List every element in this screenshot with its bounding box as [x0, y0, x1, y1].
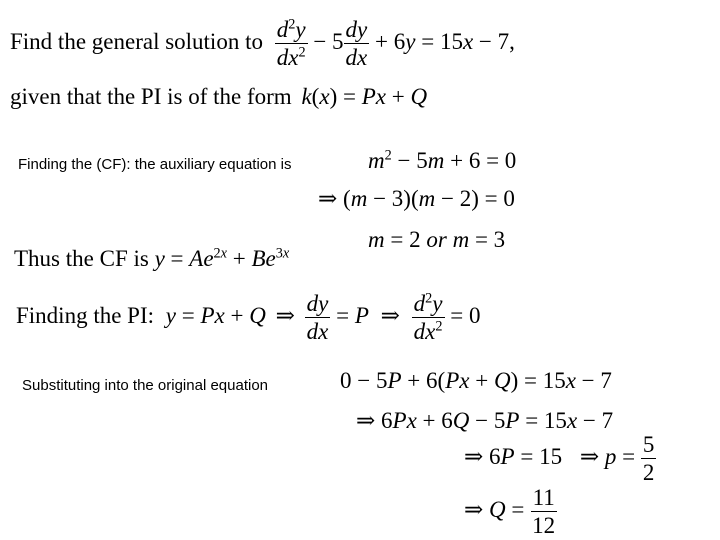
given-text: given that the PI is of the form — [10, 84, 292, 109]
ode-equation: $\frac{d^2y}{dx^2}$ − 5 $\frac{dy}{dx}$ + 6y = 15x − 7 — [276, 16, 510, 70]
or-word: or — [426, 227, 447, 252]
sub-label: Substituting into the original equation — [22, 377, 269, 394]
cf-thus: Thus the CF is — [14, 246, 149, 271]
aux-factored: ⇒ (m − 3)(m − 2) = 0 — [318, 186, 515, 211]
pi-form: k(x) = Px + Q — [301, 84, 428, 109]
problem-statement — [10, 18, 515, 69]
pi-line — [16, 292, 481, 343]
problem-comma: , — [509, 28, 515, 54]
pi-label: Finding the PI: — [16, 302, 155, 328]
aux-roots: m = 2 or m = 3 — [368, 227, 506, 252]
cf-formula: $y = Ae^{2x} + Be^{3x}$ — [154, 245, 290, 271]
problem-intro: Find the general solution to — [10, 28, 263, 54]
sub-expanded: ⇒ 6Px + 6Q − 5P = 15x − 7 — [356, 408, 614, 433]
cf-label: Finding the (CF): the auxiliary equation is — [18, 156, 292, 173]
solve-p: ⇒ 6P = 15 ⇒ p = $\frac{5}{2}$ — [464, 432, 655, 485]
cf-result — [14, 246, 289, 272]
solve-q: ⇒ Q = $\frac{11}{12}$ — [464, 485, 556, 538]
aux-equation: $m^2 - 5m + 6 = 0$ — [368, 147, 517, 173]
sub-equation: 0 − 5P + 6(Px + Q) = 15x − 7 — [340, 368, 612, 393]
given-line — [10, 84, 427, 110]
pi-derivation: y = Px + Q ⇒ $\frac{dy}{dx}$ = P ⇒ $\frac{d^2y}{dx^2}$ = 0 — [165, 290, 481, 344]
